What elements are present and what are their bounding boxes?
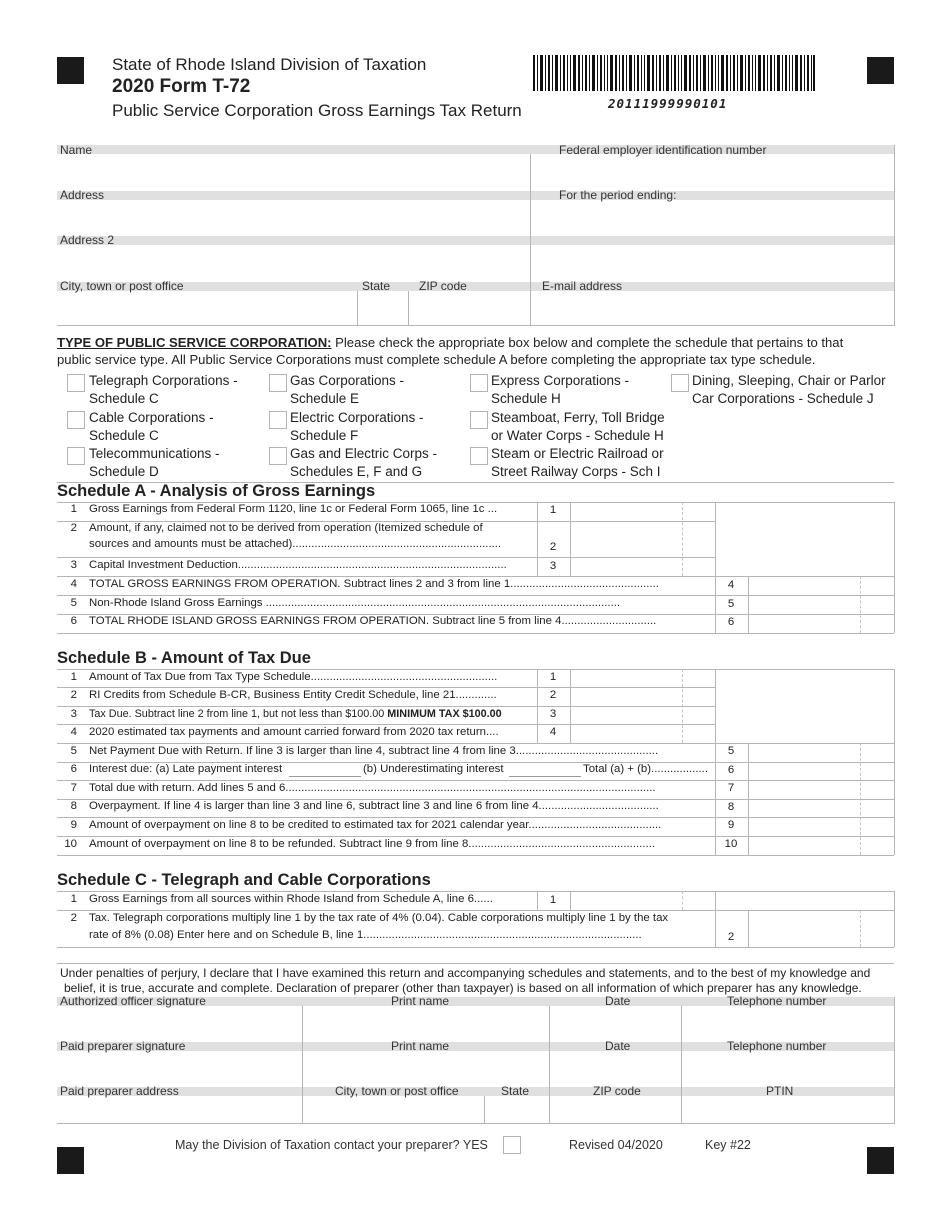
address2-label: Address 2 — [60, 233, 115, 247]
declaration-line2: belief, it is true, accurate and complete. Declaration of preparer (other than taxpayer) is based on all information of which preparer has any knowledge. — [64, 981, 862, 995]
registration-mark-top-left — [57, 57, 84, 84]
preparer-signature-label: Paid preparer signature — [60, 1039, 186, 1053]
sched-b-box-8: 8 — [727, 801, 735, 813]
address2-field[interactable] — [58, 246, 529, 281]
express-checkbox[interactable] — [470, 374, 488, 392]
officer-telephone-field[interactable] — [683, 1007, 893, 1041]
city-field[interactable] — [58, 292, 356, 324]
telegraph-checkbox[interactable] — [67, 374, 85, 392]
form-subtitle: Public Service Corporation Gross Earnings Tax Return — [112, 101, 522, 120]
barcode-number: 20111999990101 — [608, 96, 728, 111]
sched-b-amount-10[interactable] — [749, 837, 893, 854]
address-label: Address — [60, 188, 105, 202]
preparer-address-field[interactable] — [58, 1097, 301, 1122]
cable-checkbox[interactable] — [67, 411, 85, 429]
sched-b-amount-4[interactable] — [571, 725, 714, 742]
sched-b-amount-3[interactable] — [571, 707, 714, 723]
sched-a-box-2: 2 — [549, 541, 557, 553]
sched-b-box-6: 6 — [727, 764, 735, 776]
preparer-print-name-label: Print name — [391, 1039, 450, 1053]
sched-b-amount-5[interactable] — [749, 744, 893, 761]
sched-c-amount-1[interactable] — [571, 892, 714, 909]
gas-checkbox[interactable] — [269, 374, 287, 392]
type-instruction — [57, 335, 843, 350]
officer-telephone-label: Telephone number — [727, 994, 827, 1008]
dining-checkbox[interactable] — [671, 374, 689, 392]
preparer-city-field[interactable] — [304, 1097, 483, 1122]
officer-date-field[interactable] — [551, 1007, 680, 1041]
officer-signature-field[interactable] — [58, 1007, 301, 1041]
sched-b-amount-2[interactable] — [571, 688, 714, 705]
sched-b-box-7: 7 — [727, 782, 735, 794]
cable-option: Cable Corporations - Schedule C — [89, 410, 214, 443]
preparer-address-label: Paid preparer address — [60, 1084, 179, 1098]
steamboat-option: Steamboat, Ferry, Toll Bridge or Water Corps - Schedule H — [491, 410, 665, 443]
address-band — [57, 191, 894, 200]
sched-a-amount-5[interactable] — [749, 596, 893, 613]
registration-mark-top-right — [867, 57, 894, 84]
email-field[interactable] — [532, 292, 893, 324]
sched-b-amount-9[interactable] — [749, 818, 893, 835]
gas-electric-option: Gas and Electric Corps - Schedules E, F and G — [290, 446, 438, 479]
state-field[interactable] — [359, 292, 407, 324]
type-instruction-line2: public service type. All Public Service Corporations must complete schedule A before completing the appropriate tax type schedule. — [57, 352, 816, 367]
electric-checkbox[interactable] — [269, 411, 287, 429]
sched-c-amount-2[interactable] — [749, 911, 893, 946]
barcode-image — [533, 55, 815, 91]
sched-b-amount-6[interactable] — [749, 763, 893, 779]
address2-band — [57, 236, 894, 245]
sched-a-box-3: 3 — [549, 560, 557, 572]
dining-option: Dining, Sleeping, Chair or Parlor Car Corporations - Schedule J — [692, 373, 886, 406]
state-label: State — [362, 279, 391, 293]
agency-name: State of Rhode Island Division of Taxation — [112, 55, 427, 74]
telecom-option: Telecommunications - Schedule D — [89, 446, 220, 479]
telecom-checkbox[interactable] — [67, 447, 85, 465]
officer-date-label: Date — [605, 994, 631, 1008]
schedule-a-title: Schedule A - Analysis of Gross Earnings — [57, 482, 376, 500]
sched-b-box-3: 3 — [549, 708, 557, 720]
registration-mark-bottom-left — [57, 1147, 84, 1174]
sched-c-box-1: 1 — [549, 894, 557, 906]
preparer-state-field[interactable] — [486, 1097, 548, 1122]
underestimating-interest-field[interactable] — [509, 763, 581, 776]
zip-label: ZIP code — [419, 279, 467, 293]
officer-print-name-field[interactable] — [304, 1007, 548, 1041]
sched-a-line-5: 5 Non-Rhode Island Gross Earnings ................................................................................................................ — [70, 597, 621, 609]
sched-a-amount-6[interactable] — [749, 615, 893, 632]
contact-preparer-yes-checkbox[interactable] — [503, 1136, 521, 1154]
schedule-c-title: Schedule C - Telegraph and Cable Corporations — [57, 871, 431, 889]
preparer-signature-field[interactable] — [58, 1052, 301, 1086]
late-payment-interest-field[interactable] — [289, 763, 361, 776]
express-option: Express Corporations - Schedule H — [491, 373, 630, 406]
sched-c-line-2: 2 Tax. Telegraph corporations multiply line 1 by the tax rate of 4% (0.04). Cable corporations multiply line 1 by the tax rate of 8% (0.08) Enter here and on Schedule B, line 1........................................................................................ — [70, 912, 669, 941]
preparer-zip-label: ZIP code — [593, 1084, 641, 1098]
sched-a-line-4: 4 TOTAL GROSS EARNINGS FROM OPERATION. Subtract lines 2 and 3 from line 1............................................... — [70, 578, 659, 590]
preparer-date-label: Date — [605, 1039, 631, 1053]
sched-a-amount-1[interactable] — [571, 503, 714, 520]
form-title: 2020 Form T-72 — [112, 76, 251, 97]
preparer-city-label: City, town or post office — [335, 1084, 459, 1098]
steamboat-checkbox[interactable] — [470, 411, 488, 429]
period-field[interactable] — [532, 201, 893, 235]
preparer-date-field[interactable] — [551, 1052, 680, 1086]
name-band — [57, 145, 894, 154]
registration-mark-bottom-right — [867, 1147, 894, 1174]
officer-print-name-label: Print name — [391, 994, 450, 1008]
sched-b-box-9: 9 — [727, 819, 735, 831]
sched-a-amount-2[interactable] — [571, 522, 714, 556]
email-label: E-mail address — [542, 279, 623, 293]
contact-preparer-question: May the Division of Taxation contact your preparer? YES — [175, 1138, 488, 1152]
electric-option: Electric Corporations - Schedule F — [290, 410, 424, 443]
sched-b-box-5: 5 — [727, 745, 735, 757]
telegraph-option: Telegraph Corporations - Schedule C — [89, 373, 238, 406]
sched-b-box-1: 1 — [549, 671, 557, 683]
sched-b-amount-7[interactable] — [749, 781, 893, 798]
preparer-telephone-label: Telephone number — [727, 1039, 827, 1053]
preparer-zip-field[interactable] — [551, 1097, 680, 1122]
form-key: Key #22 — [705, 1138, 751, 1152]
preparer-ptin-field[interactable] — [683, 1097, 893, 1122]
fein-label: Federal employer identification number — [559, 143, 767, 157]
railroad-checkbox[interactable] — [470, 447, 488, 465]
sched-b-box-2: 2 — [549, 689, 557, 701]
fein-field[interactable] — [532, 155, 893, 190]
sched-a-amount-4[interactable] — [749, 577, 893, 594]
sched-a-line-3: 3 Capital Investment Deduction..................................................................................... — [70, 559, 507, 571]
officer-signature-label: Authorized officer signature — [60, 994, 206, 1008]
gas-option: Gas Corporations - Schedule E — [290, 373, 405, 406]
type-heading: TYPE OF PUBLIC SERVICE CORPORATION: — [57, 335, 332, 350]
sched-a-line-1: 1 Gross Earnings from Federal Form 1120, line 1c or Federal Form 1065, line 1c ... — [70, 503, 498, 515]
sched-a-line-2: 2 Amount, if any, claimed not to be derived from operation (Itemized schedule of sources and amounts must be attached).................................................................. — [70, 522, 502, 550]
railroad-option: Steam or Electric Railroad or Street Railway Corps - Sch I — [491, 446, 664, 479]
sched-a-box-4: 4 — [727, 579, 735, 591]
sched-a-box-1: 1 — [549, 504, 557, 516]
sched-a-amount-3[interactable] — [571, 558, 714, 575]
preparer-print-name-field[interactable] — [304, 1052, 548, 1086]
address-field[interactable] — [58, 201, 529, 235]
sched-b-amount-1[interactable] — [571, 670, 714, 686]
sched-b-amount-8[interactable] — [749, 800, 893, 816]
sched-a-line-6: 6 TOTAL RHODE ISLAND GROSS EARNINGS FROM OPERATION. Subtract line 5 from line 4.............................. — [70, 615, 657, 627]
declaration-line1: Under penalties of perjury, I declare that I have examined this return and accompanying schedules and statements, and to the best of my knowledge and — [60, 966, 871, 980]
revised-date: Revised 04/2020 — [569, 1138, 663, 1152]
period-label: For the period ending: — [559, 188, 677, 202]
name-label: Name — [60, 143, 93, 157]
zip-field[interactable] — [410, 292, 529, 324]
sched-a-box-6: 6 — [727, 616, 735, 628]
preparer-ptin-label: PTIN — [766, 1084, 794, 1098]
sched-c-box-2: 2 — [727, 931, 735, 943]
type-instruction-line1: Please check the appropriate box below and complete the schedule that pertains to that — [331, 335, 844, 350]
gas-electric-checkbox[interactable] — [269, 447, 287, 465]
sched-b-box-4: 4 — [549, 726, 557, 738]
name-field[interactable] — [58, 155, 529, 190]
sched-b-box-10: 10 — [724, 838, 738, 850]
preparer-state-label: State — [501, 1084, 530, 1098]
schedule-b-title: Schedule B - Amount of Tax Due — [57, 649, 311, 667]
preparer-telephone-field[interactable] — [683, 1052, 893, 1086]
city-label: City, town or post office — [60, 279, 184, 293]
sched-a-box-5: 5 — [727, 598, 735, 610]
